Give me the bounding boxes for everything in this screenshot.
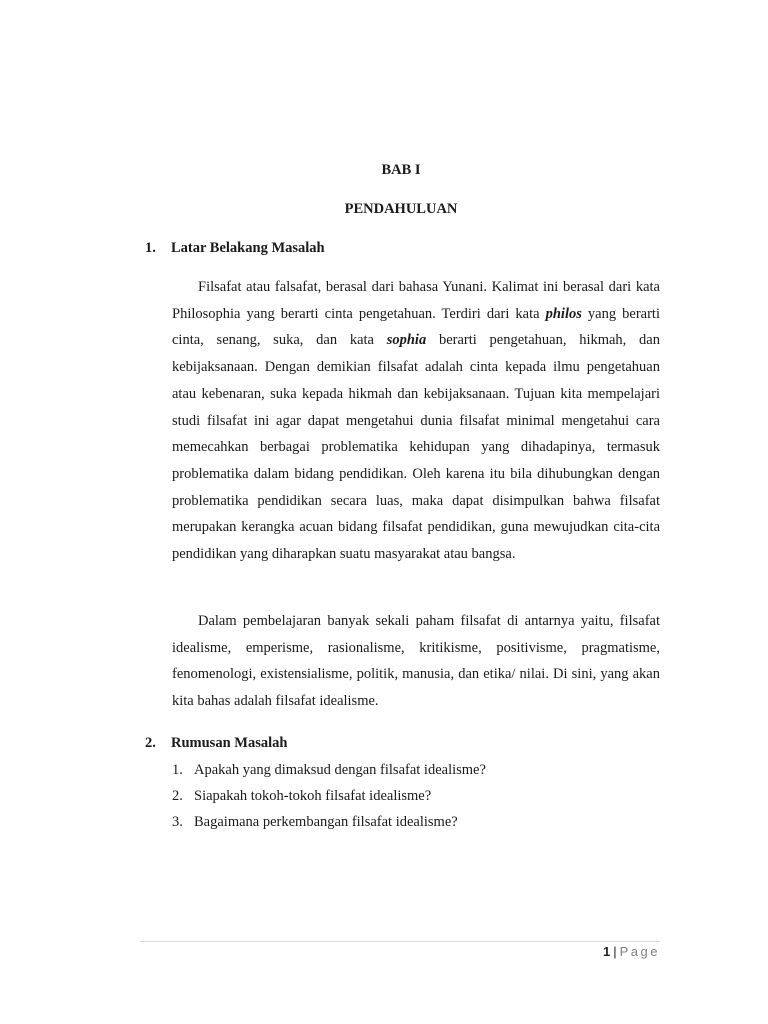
chapter-title: PENDAHULUAN (344, 201, 458, 217)
section-title: Rumusan Masalah (171, 735, 288, 751)
list-number: 2. (172, 788, 183, 804)
paragraph-schools (172, 608, 660, 715)
list-number: 3. (172, 814, 183, 830)
page-number: 1 (603, 944, 611, 959)
section-heading-background (145, 240, 325, 257)
paragraph-text-part: Filsafat atau falsafat, berasal dari bahasa Yunani. Kalimat ini berasal dari kata Philosophia yang berarti cinta pengetahuan. Terdiri dari kata (172, 279, 660, 322)
chapter-label: BAB I (381, 162, 421, 178)
section-heading-problem (145, 735, 287, 752)
paragraph-text-part: yang berarti cinta, senang, suka, dan kata (172, 305, 660, 349)
footer-separator: | (613, 944, 617, 959)
section-number: 2. (145, 735, 156, 751)
term-sophia: sophia (386, 332, 427, 349)
page-word: Page (619, 944, 660, 959)
list-text: Bagaimana perkembangan filsafat idealisme? (194, 814, 458, 830)
term-philos: philos (545, 305, 582, 322)
list-text: Apakah yang dimaksud dengan filsafat idealisme? (194, 762, 486, 778)
paragraph-text: Dalam pembelajaran banyak sekali paham filsafat di antarnya yaitu, filsafat idealisme, emperisme, rasionalisme, kritikisme, positivisme, pragmatisme, fenomenologi, existensialisme, politik, manusia, dan etika/ nilai. Di sini, yang akan kita bahas adalah filsafat idealisme. (172, 613, 660, 710)
list-text: Siapakah tokoh-tokoh filsafat idealisme? (194, 788, 432, 804)
paragraph-text-part: berarti pengetahuan, hikmah, dan kebijaksanaan. Dengan demikian filsafat adalah cinta kepada ilmu pengetahuan atau kebenaran, suka kepada hikmah dan kebijaksanaan. Tujuan kita mempelajari studi filsafat ini agar dapat mengetahui dunia filsafat minimal mengetahui cara memecahkan berbagai problematika kehidupan yang dihadapinya, termasuk problematika dalam bidang pendidikan. Oleh karena itu bila dihubungkan dengan problematika pendidikan secara luas, maka dapat disimpulkan bahwa filsafat merupakan kerangka acuan bidang filsafat pendidikan, guna mewujudkan cita-cita pendidikan yang diharapkan suatu masyarakat atau bangsa. (172, 332, 660, 563)
paragraph-background (172, 274, 660, 568)
page-footer (603, 944, 660, 959)
footer-divider (140, 941, 660, 942)
section-title: Latar Belakang Masalah (171, 240, 325, 256)
list-number: 1. (172, 762, 183, 778)
list-item (172, 814, 458, 831)
list-item (172, 788, 431, 805)
list-item (172, 762, 486, 779)
section-number: 1. (145, 240, 156, 256)
